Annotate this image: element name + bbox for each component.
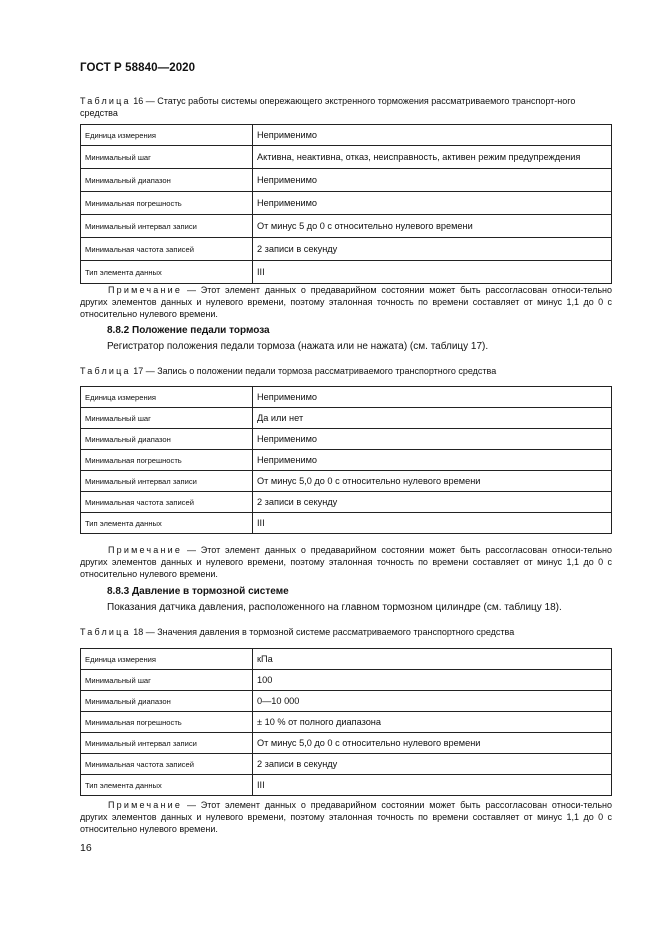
table-cell-value: Да или нет [253,408,612,429]
table-cell-key: Минимальный шаг [81,670,253,691]
table-cell-key: Минимальный интервал записи [81,733,253,754]
table-16-label: Таблица [80,96,131,106]
table-16 [80,124,612,284]
table-cell-key: Минимальный диапазон [81,429,253,450]
table-18-label: Таблица [80,627,131,637]
section-heading-8-8-3: 8.8.3 Давление в тормозной системе [107,586,289,597]
page-number: 16 [80,842,92,854]
table-cell-key: Минимальная погрешность [81,450,253,471]
table-row [81,492,612,513]
table-cell-key: Минимальный шаг [81,408,253,429]
table-row [81,261,612,284]
table-row [81,471,612,492]
table-cell-value: Неприменимо [253,169,612,192]
table-18-caption [80,627,610,639]
table-cell-value: От минус 5 до 0 с относительно нулевого времени [253,215,612,238]
table-row [81,670,612,691]
table-cell-key: Тип элемента данных [81,513,253,534]
table-cell-value: ± 10 % от полного диапазона [253,712,612,733]
table-cell-value: III [253,513,612,534]
table-16-caption-text: 16 — Статус работы системы опережающего экстренного торможения рассматриваемого транспорт-ного средства [80,96,576,118]
table-cell-key: Минимальный шаг [81,146,253,169]
table-row [81,775,612,796]
table-row [81,408,612,429]
table-cell-value: 0—10 000 [253,691,612,712]
table-17 [80,386,612,534]
table-18 [80,648,612,796]
table-17-label: Таблица [80,366,131,376]
table-row [81,733,612,754]
table-cell-key: Минимальный интервал записи [81,215,253,238]
table-cell-key: Единица измерения [81,649,253,670]
table-cell-value: От минус 5,0 до 0 с относительно нулевого времени [253,733,612,754]
table-cell-key: Минимальный диапазон [81,169,253,192]
table-17-note [80,545,612,580]
table-cell-value: Неприменимо [253,429,612,450]
table-17-caption-text: 17 — Запись о положении педали тормоза рассматриваемого транспортного средства [133,366,497,376]
table-cell-value: Неприменимо [253,450,612,471]
table-cell-key: Минимальная частота записей [81,238,253,261]
table-row [81,146,612,169]
table-row [81,387,612,408]
note-text: — Этот элемент данных о предаварийном состоянии может быть рассогласован относи-тельно других элементов данных и нулевого времени, поэтому эталонная точность по времени составляет от минус 1,1 до 0 с относительно нулевого времени. [80,800,612,834]
table-18-caption-text: 18 — Значения давления в тормозной системе рассматриваемого транспортного средства [133,627,515,637]
table-cell-key: Тип элемента данных [81,261,253,284]
table-cell-key: Минимальная частота записей [81,492,253,513]
table-cell-value: Активна, неактивна, отказ, неисправность, активен режим предупреждения [253,146,612,169]
table-cell-value: 2 записи в секунду [253,754,612,775]
table-row [81,238,612,261]
table-cell-value: III [253,775,612,796]
table-row [81,754,612,775]
table-17-caption [80,366,610,378]
section-body-8-8-2: Регистратор положения педали тормоза (нажата или не нажата) (см. таблицу 17). [107,341,489,352]
table-cell-key: Единица измерения [81,125,253,146]
table-cell-value: 2 записи в секунду [253,238,612,261]
table-row [81,169,612,192]
document-header: ГОСТ Р 58840—2020 [80,62,196,74]
note-text: — Этот элемент данных о предаварийном состоянии может быть рассогласован относи-тельно других элементов данных и нулевого времени, поэтому эталонная точность по времени составляет от минус 1,1 до 0 с относительно нулевого времени. [80,285,612,319]
note-text: — Этот элемент данных о предаварийном состоянии может быть рассогласован относи-тельно других элементов данных и нулевого времени, поэтому эталонная точность по времени составляет от минус 1,1 до 0 с относительно нулевого времени. [80,545,612,579]
table-cell-key: Единица измерения [81,387,253,408]
table-cell-key: Минимальный интервал записи [81,471,253,492]
table-row [81,712,612,733]
table-cell-value: кПа [253,649,612,670]
table-cell-value: Неприменимо [253,387,612,408]
note-label: Примечание [108,285,183,295]
note-label: Примечание [108,800,183,810]
table-cell-key: Минимальная частота записей [81,754,253,775]
table-cell-value: От минус 5,0 до 0 с относительно нулевого времени [253,471,612,492]
table-cell-key: Тип элемента данных [81,775,253,796]
section-heading-8-8-2: 8.8.2 Положение педали тормоза [107,325,270,336]
table-row [81,429,612,450]
table-cell-value: 100 [253,670,612,691]
table-cell-value: Неприменимо [253,125,612,146]
table-row [81,513,612,534]
table-cell-value: III [253,261,612,284]
table-row [81,192,612,215]
note-label: Примечание [108,545,183,555]
table-cell-key: Минимальный диапазон [81,691,253,712]
table-18-note [80,800,612,835]
table-cell-key: Минимальная погрешность [81,192,253,215]
table-16-note [80,285,612,320]
table-row [81,450,612,471]
table-cell-value: Неприменимо [253,192,612,215]
table-cell-value: 2 записи в секунду [253,492,612,513]
table-row [81,215,612,238]
table-row [81,125,612,146]
table-row [81,649,612,670]
section-body-8-8-3: Показания датчика давления, расположенного на главном тормозном цилиндре (см. таблицу 18). [107,602,562,613]
table-16-caption [80,96,610,119]
table-row [81,691,612,712]
table-cell-key: Минимальная погрешность [81,712,253,733]
